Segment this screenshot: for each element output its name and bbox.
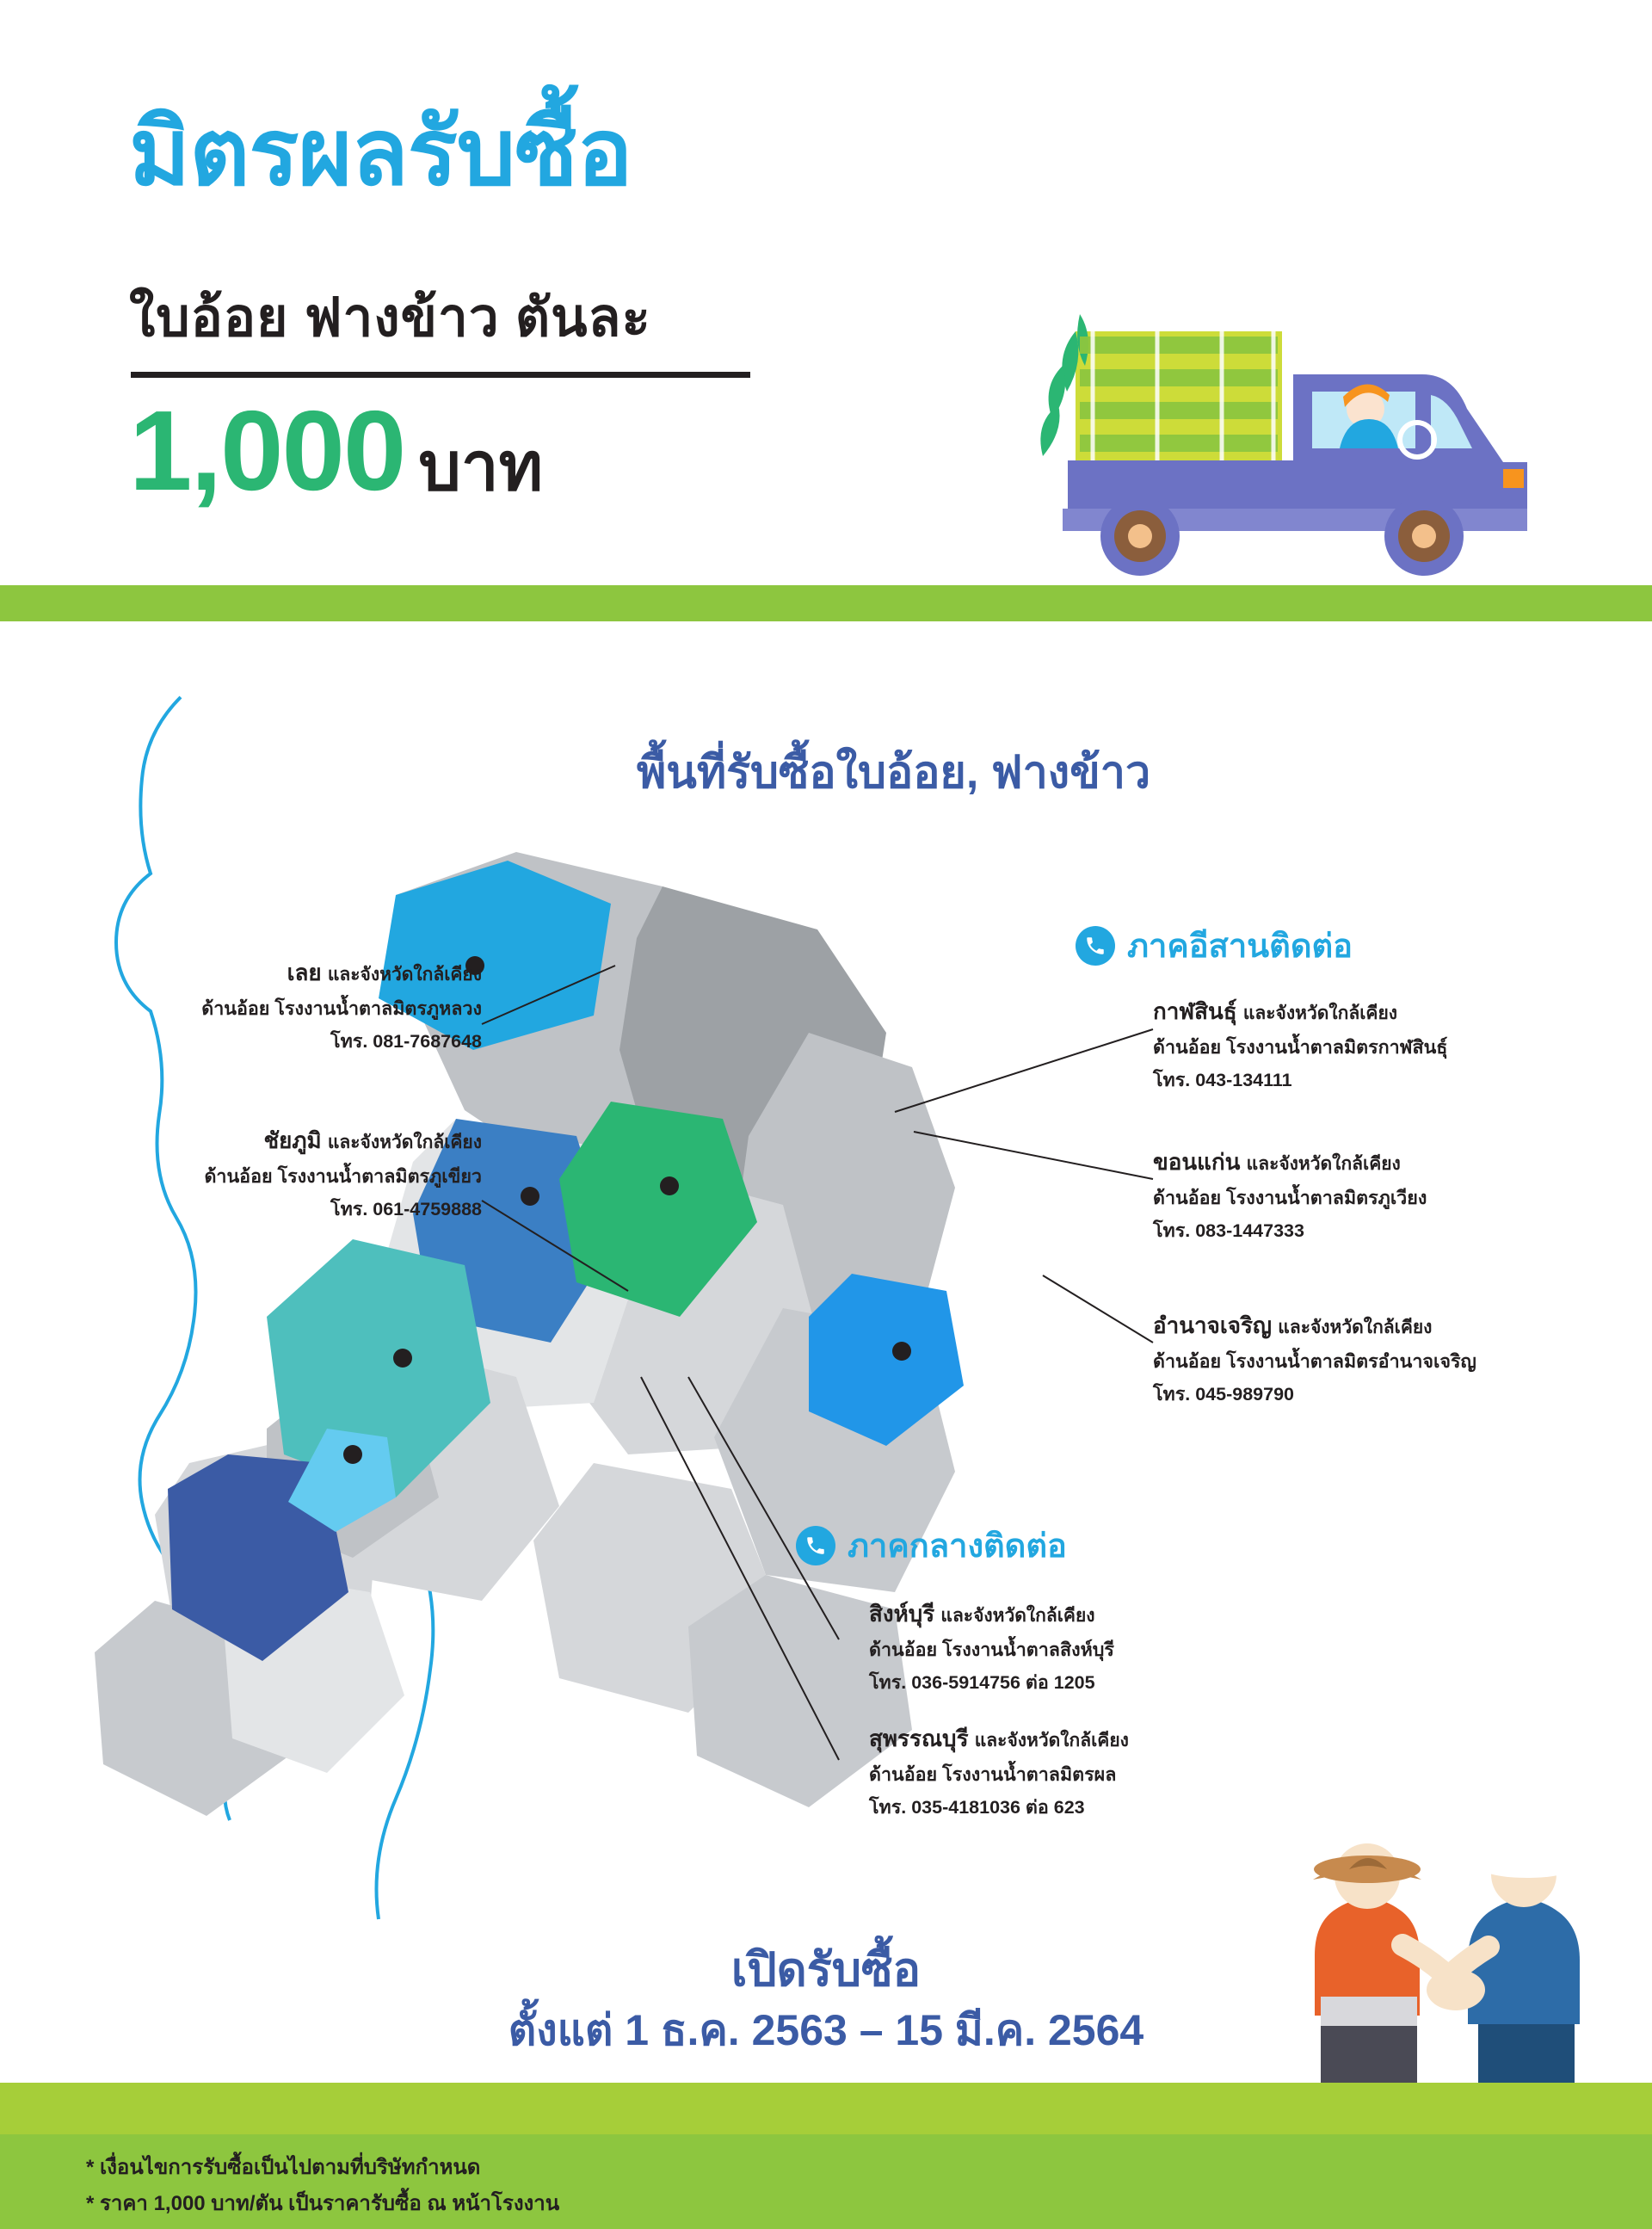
section-label: ภาคกลางติดต่อ (848, 1528, 1067, 1565)
header-section (0, 0, 1652, 615)
callout-factory: ด้านอ้อย โรงงานน้ำตาลมิตรอำนาจเจริญ (1153, 1351, 1476, 1372)
section-header-central (796, 1519, 1067, 1571)
callout-loei (52, 955, 482, 1056)
province-name: สุพรรณบุรี (869, 1726, 969, 1751)
price-unit: บาท (418, 429, 544, 504)
callout-province (1153, 1145, 1427, 1180)
callout-province (869, 1721, 1129, 1757)
callout-factory: ด้านอ้อย โรงงานน้ำตาลมิตรภูหลวง (201, 998, 482, 1019)
callout-factory: ด้านอ้อย โรงงานน้ำตาลมิตรภูเวียง (1153, 1188, 1427, 1208)
callout-phone[interactable]: โทร. 035-4181036 ต่อ 623 (869, 1797, 1085, 1818)
callout-kalasin (1153, 994, 1447, 1095)
price-value: 1,000 (129, 387, 405, 514)
callout-suphanburi (869, 1721, 1129, 1822)
callout-factory: ด้านอ้อย โรงงานน้ำตาลมิตรกาฬสินธุ์ (1153, 1037, 1448, 1058)
province-near: และจังหวัดใกล้เคียง (940, 1606, 1095, 1626)
callout-province (52, 1123, 482, 1158)
open-date: ตั้งแต่ 1 ธ.ค. 2563 – 15 มี.ค. 2564 (508, 2006, 1144, 2054)
province-name: อำนาจเจริญ (1153, 1312, 1273, 1338)
province-near: และจังหวัดใกล้เคียง (327, 1133, 482, 1152)
grass-band (0, 2083, 1652, 2139)
header-subtitle: ใบอ้อย ฟางข้าว ตันละ (129, 288, 651, 348)
callout-factory: ด้านอ้อย โรงงานน้ำตาลมิตรภูเขียว (204, 1166, 482, 1187)
footer-note-2: * ราคา 1,000 บาท/ตัน เป็นราคารับซื้อ ณ หน้าโรงงาน (86, 2192, 560, 2215)
province-name: สิงห์บุรี (869, 1601, 935, 1627)
callout-phone[interactable]: โทร. 043-134111 (1153, 1070, 1292, 1090)
truck-illustration (1028, 306, 1544, 598)
callout-phone[interactable]: โทร. 081-7687648 (330, 1031, 482, 1052)
footer-notes (86, 2150, 559, 2222)
province-name: ชัยภูมิ (263, 1127, 322, 1153)
callout-province (52, 955, 482, 991)
province-near: และจังหวัดใกล้เคียง (974, 1731, 1129, 1750)
price-block (129, 386, 543, 520)
callout-phone[interactable]: โทร. 083-1447333 (1153, 1220, 1304, 1241)
province-near: และจังหวัดใกล้เคียง (1242, 1003, 1398, 1023)
callout-phone[interactable]: โทร. 036-5914756 ต่อ 1205 (869, 1672, 1095, 1693)
callout-chaiyaphum (52, 1123, 482, 1224)
callout-phone[interactable]: โทร. 061-4759888 (330, 1199, 482, 1219)
section-header-isan (1076, 919, 1353, 972)
header-green-band (0, 585, 1652, 621)
callout-province (869, 1596, 1114, 1632)
callout-khonkaen (1153, 1145, 1427, 1245)
province-name: ขอนแก่น (1153, 1149, 1241, 1175)
handshake-illustration (1273, 1713, 1635, 2143)
callout-factory: ด้านอ้อย โรงงานน้ำตาลสิงห์บุรี (869, 1639, 1114, 1660)
callout-phone[interactable]: โทร. 045-989790 (1153, 1384, 1294, 1405)
phone-icon (796, 1526, 835, 1565)
page-title: มิตรผลรับซื้อ (129, 100, 632, 204)
callout-amnatcharoen (1153, 1308, 1476, 1409)
callout-singburi (869, 1596, 1114, 1697)
province-near: และจังหวัดใกล้เคียง (327, 965, 482, 985)
province-name: กาฬสินธุ์ (1153, 998, 1237, 1024)
footer-note-1: * เงื่อนไขการรับซื้อเป็นไปตามที่บริษัทกำหนด (86, 2156, 481, 2179)
province-near: และจังหวัดใกล้เคียง (1246, 1154, 1401, 1174)
callout-factory: ด้านอ้อย โรงงานน้ำตาลมิตรผล (869, 1764, 1117, 1785)
open-title: เปิดรับซื้อ (730, 1944, 922, 1996)
callout-province (1153, 994, 1447, 1029)
callout-province (1153, 1308, 1476, 1343)
header-divider (131, 372, 750, 378)
phone-icon (1076, 926, 1115, 966)
section-label: ภาคอีสานติดต่อ (1127, 929, 1353, 965)
province-name: เลย (287, 960, 322, 985)
province-near: และจังหวัดใกล้เคียง (1278, 1318, 1433, 1337)
map-heading: พื้นที่รับซื้อใบอ้อย, ฟางข้าว (637, 748, 1151, 798)
